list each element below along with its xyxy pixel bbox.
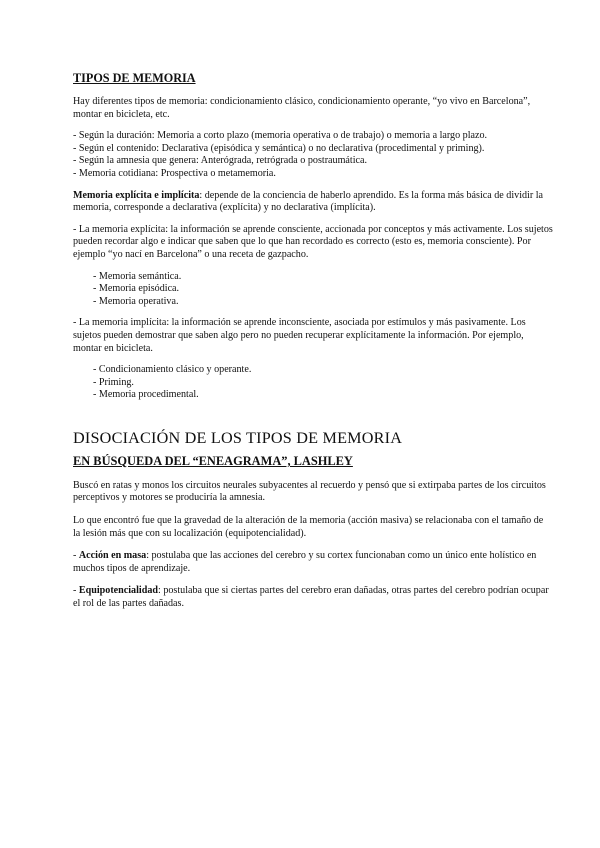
- document-content: [73, 70, 553, 611]
- list-item: - Priming.: [93, 376, 134, 388]
- mass-action-paragraph: [73, 550, 553, 575]
- implicit-memory-list: [93, 364, 553, 402]
- equipotentiality-paragraph: [73, 585, 553, 610]
- equipotentiality-text: : postulaba que si ciertas partes del cerebro eran dañadas, otras partes del cerebro podrían ocupar el rol de las partes dañadas.: [73, 585, 549, 610]
- criteria-list: [73, 130, 553, 180]
- subheading-eneagrama-lashley: EN BÚSQUEDA DEL “ENEAGRAMA”, LASHLEY: [73, 453, 353, 468]
- mass-action-text: : postulaba que las acciones del cerebro y su cortex funcionaban como un único ente holístico en muchos tipos de aprendizaje.: [73, 550, 537, 574]
- list-item: - Memoria semántica.: [93, 270, 182, 282]
- mass-action-term: Acción en masa: [78, 550, 147, 562]
- explicit-implicit-text: : depende de la conciencia de haberlo aprendido. Es la forma más básica de dividir la memoria, corresponde a declarativa (explícita) y no declarativa (implícita).: [73, 189, 544, 214]
- explicit-memory-list: [93, 271, 553, 309]
- list-item: - Memoria operativa.: [93, 295, 179, 307]
- explicit-memory-paragraph: - La memoria explícita: la información se aprende consciente, accionada por conceptos y más activamente. Los sujetos pueden recordar algo e indicar que saben que lo que han recordado es correcto (esto es, memoria consciente). Por ejemplo “yo nací en Barcelona” o una receta de gazpacho.: [73, 223, 553, 260]
- implicit-memory-paragraph: - La memoria implícita: la información se aprende inconsciente, asociada por estímulos y más pasivamente. Los sujetos pueden demostrar que saben algo pero no pueden recuperar explícitamente la información. Por ejemplo, montar en bicicleta.: [73, 317, 526, 354]
- equipotentiality-prefix: -: [73, 585, 79, 597]
- criteria-item-contenido: - Según el contenido: Declarativa (episódica y semántica) o no declarativa (procedimental y priming).: [73, 142, 485, 154]
- section-heading-tipos-de-memoria: TIPOS DE MEMORIA: [73, 71, 196, 85]
- list-item: - Memoria procedimental.: [93, 389, 199, 401]
- criteria-item-duracion: - Según la duración: Memoria a corto plazo (memoria operativa o de trabajo) o memoria a largo plazo.: [73, 130, 488, 142]
- equipotentiality-term: Equipotencialidad: [78, 585, 158, 597]
- list-item: - Memoria episódica.: [93, 283, 180, 295]
- lashley-paragraph-1: Buscó en ratas y monos los circuitos neurales subyacentes al recuerdo y pensó que si extirpaba partes de los circuitos perceptivos y motores se produciría la amnesia.: [73, 479, 546, 504]
- criteria-item-amnesia: - Según la amnesia que genera: Anterógrada, retrógrada o postraumática.: [73, 155, 367, 167]
- explicit-implicit-paragraph: [73, 190, 553, 215]
- explicit-implicit-term: Memoria explícita e implícita: [73, 189, 200, 201]
- mass-action-prefix: -: [73, 550, 79, 562]
- lashley-paragraph-2: Lo que encontró fue que la gravedad de la alteración de la memoria (acción masiva) se relacionaba con el tamaño de la lesión más que con su localización (equipotencialidad).: [73, 515, 544, 539]
- section-heading-disociacion: DISOCIACIÓN DE LOS TIPOS DE MEMORIA: [73, 428, 403, 447]
- intro-paragraph: Hay diferentes tipos de memoria: condicionamiento clásico, condicionamiento operante, “yo vivo en Barcelona”, montar en bicicleta, etc.: [73, 96, 531, 120]
- list-item: - Condicionamiento clásico y operante.: [93, 364, 252, 376]
- criteria-item-cotidiana: - Memoria cotidiana: Prospectiva o metamemoria.: [73, 167, 276, 179]
